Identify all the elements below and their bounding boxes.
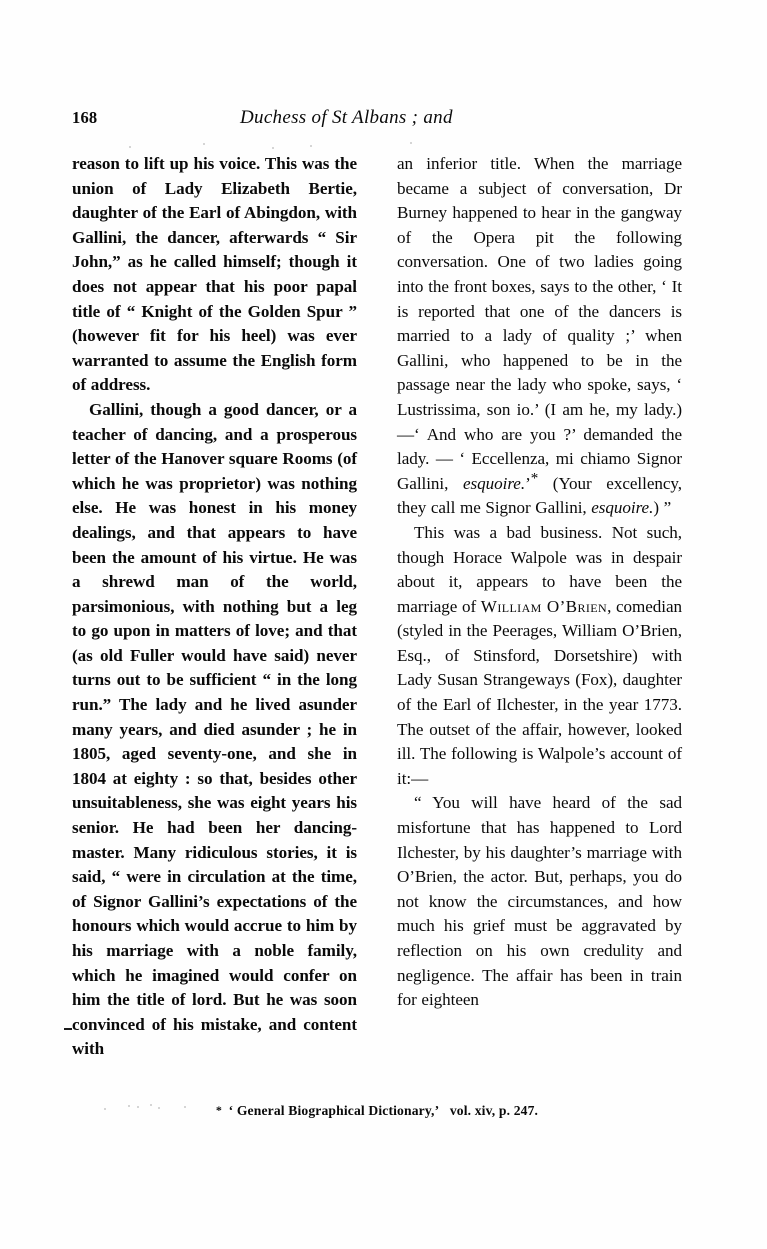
paragraph: “ You will have heard of the sad misfortune that has happened to Lord Ilchester, by his daughter’s marriage with O’Brien, the actor. But, perhaps, you do not know the circumstances, and how much his grief must be aggravated by reflection on his own credulity and negligence. The affair has been in train for eighteen xyxy=(397,793,682,1010)
footnote-citation-title: ‘ General Biographical Dictionary,’ xyxy=(228,1103,439,1118)
footnote-reference-marker: * xyxy=(530,470,539,487)
italic-phrase: esquoire. xyxy=(463,473,526,493)
scan-speck xyxy=(129,146,131,148)
scan-speck xyxy=(310,145,312,147)
paragraph: Gallini, though a good dancer, or a teacher of dancing, and a prosperous letter of the Hanover square Rooms (of which he was proprietor) was nothing else. He was honest in his money dealings, and that appears to have been the amount of his virtue. He was a shrewd man of the world, parsimonious, with nothing but a leg to go upon in matters of love; and that (as old Fuller would have said) never turns out to be sufficient “ in the long run.” The lady and he lived asunder many years, and died asunder ; he in 1805, aged seventy-one, and she in 1804 at eighty : so that, besides other unsuitableness, she was eight years his senior. He had been her dancing-master. Many ridiculous stories, it is said, “ were in circulation at the time, of Signor Gallini’s expectations of the honours which would accrue to him by his marriage with a noble family, which he imagined would confer on him the title of lord. But he was soon convinced of his mistake, and content with xyxy=(72,399,357,1059)
footnote-volume-page: vol. xiv, p. 247. xyxy=(449,1103,539,1118)
body-columns xyxy=(72,152,682,1082)
scan-speck xyxy=(203,143,205,145)
paragraph: This was a bad business. Not such, though Horace Walpole was in despair about it, appears to have been the marriage of William O’Brien, comedian (styled in the Peerages, William O’Brien, Esq., of Stinsford, Dorsetshire) with Lady Susan Strangeways (Fox), daughter of the Earl of Ilchester, in the year 1773. The outset of the affair, however, looked ill. The following is Walpole’s account of it:— xyxy=(397,522,682,788)
right-text-column xyxy=(397,152,682,1082)
running-head xyxy=(72,108,680,134)
running-head-title: Duchess of St Albans ; and xyxy=(240,107,453,128)
footnote xyxy=(72,1103,682,1119)
page-folio-number: 168 xyxy=(72,108,98,127)
left-text-column xyxy=(72,152,357,1082)
paragraph: reason to lift up his voice. This was the union of Lady Elizabeth Bertie, daughter of the Earl of Abingdon, with Gallini, the dancer, afterwards “ Sir John,” as he called himself; though it does not appear that his poor papal title of “ Knight of the Golden Spur ” (however fit for his heel) was ever warranted to assume the English form of address. xyxy=(72,154,357,395)
footnote-marker: * xyxy=(215,1103,223,1117)
paragraph: an inferior title. When the marriage became a subject of conversation, Dr Burney happened to hear in the gangway of the Opera pit the following conversation. One of two ladies going into the front boxes, says to the other, ‘ It is reported that one of the dancers is married to a lady of quality ;’ when Gallini, who happened to be in the passage near the lady who spoke, says, ‘ Lustrissima, son io.’ (I am he, my lady.) —‘ And who are you ?’ demanded the lady. — ‘ Eccellenza, mi chiamo Signor Gallini, esquoire.’* (Your excellency, they call me Signor Gallini, esquoire.) ” xyxy=(397,154,682,518)
margin-dash-artifact xyxy=(64,1028,72,1030)
scan-speck xyxy=(272,147,274,149)
small-caps-name: William O’Brien xyxy=(480,596,608,616)
italic-phrase: esquoire. xyxy=(591,498,654,518)
scan-speck xyxy=(410,142,412,144)
